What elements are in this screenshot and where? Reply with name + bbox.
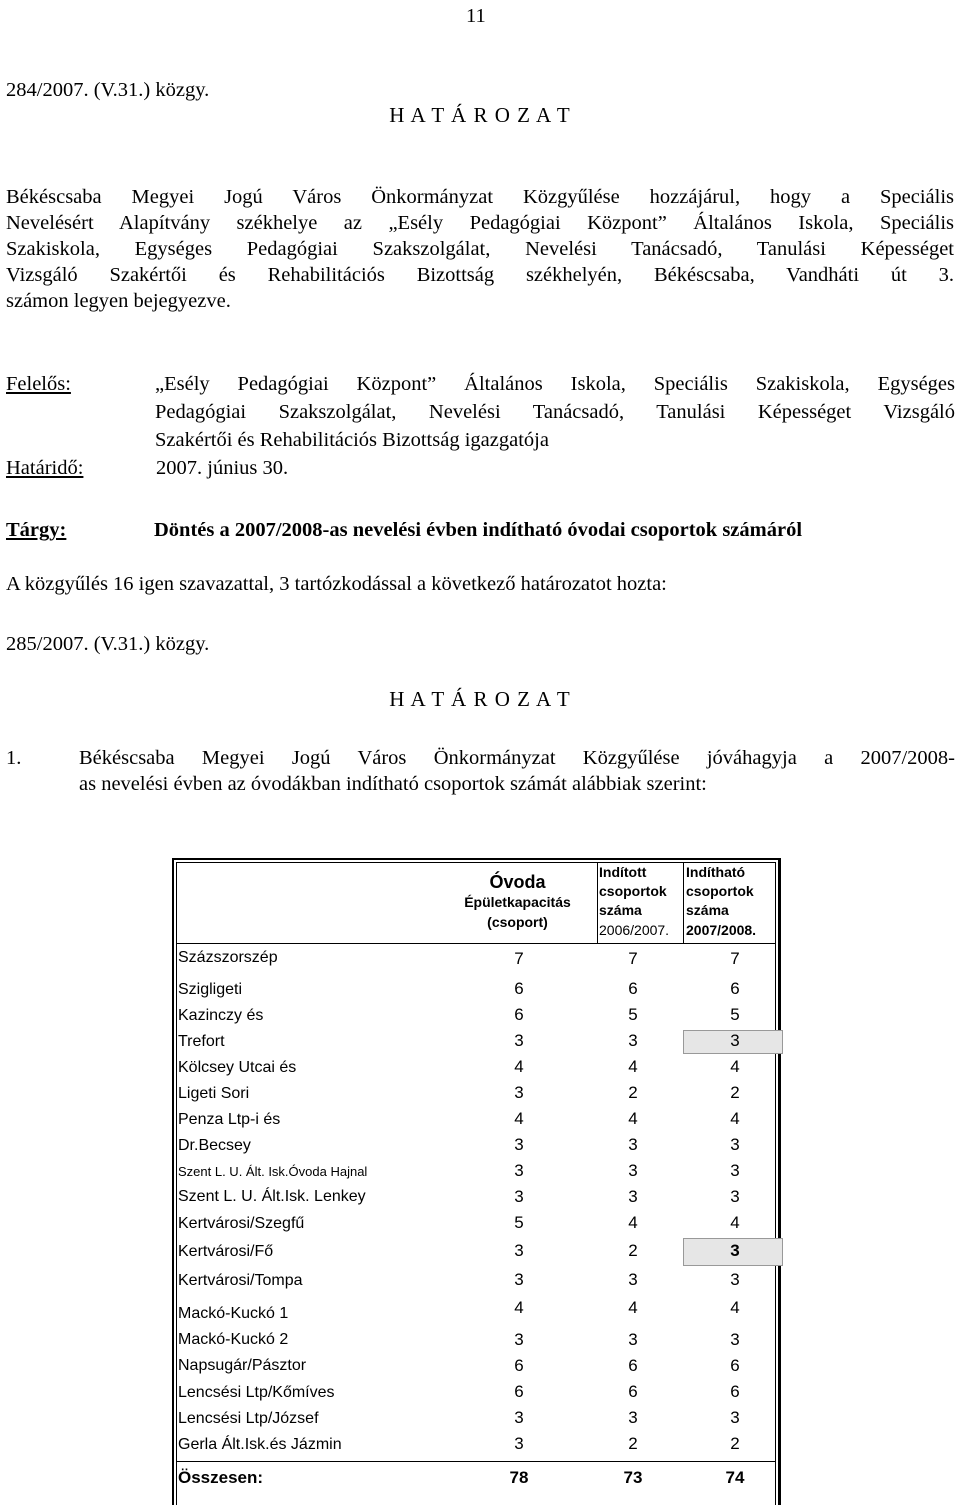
row-capacity: 5 [514,1213,524,1232]
row-prev: 7 [628,949,638,968]
row-capacity: 3 [514,1270,524,1289]
row-next: 3 [730,1408,740,1427]
row-next: 3 [730,1270,740,1289]
table-header-divider-1 [597,862,598,944]
subject-label: Tárgy: [6,519,67,541]
table-header-next-4: 2007/2008. [686,922,757,938]
row-next: 3 [730,1161,740,1180]
row-capacity: 3 [514,1083,524,1102]
row-name: Trefort [178,1033,225,1050]
item-line-2: as nevelési évben az óvodákban indítható csoportok számát alábbiak szerint: [79,773,707,795]
row-name: Százszorszép [178,949,278,966]
row-capacity: 7 [514,949,524,968]
row-next: 4 [730,1213,740,1232]
row-name: Lencsési Ltp/Kőmíves [178,1384,335,1401]
total-label: Összesen: [178,1468,264,1487]
row-next: 2 [730,1434,740,1453]
row-prev: 2 [628,1241,638,1260]
row-prev: 5 [628,1005,638,1024]
table-header-next-1: Indítható [686,864,746,880]
row-prev: 6 [628,979,638,998]
row-capacity: 6 [514,1005,524,1024]
row-name: Kazinczy és [178,1007,264,1024]
deadline-value: 2007. június 30. [156,457,289,479]
responsible-line-1: „Esély Pedagógiai Központ” Általános Iskola, Speciális Szakiskola, Egységes [155,373,955,395]
row-capacity: 4 [514,1298,524,1317]
table-header-prev-2: csoportok [599,883,667,899]
row-capacity: 3 [514,1187,524,1206]
table-total-rule [176,1461,776,1462]
row-prev: 6 [628,1382,638,1401]
row-capacity: 3 [514,1241,524,1260]
resolution-284-line-3: Szakiskola, Egységes Pedagógiai Szakszolgálat, Nevelési Tanácsadó, Tanulási Képességet [6,238,954,260]
row-prev: 3 [628,1330,638,1349]
row-next: 3 [730,1135,740,1154]
row-prev: 3 [628,1031,638,1050]
table-header-prev-1: Indított [599,864,647,880]
row-prev: 4 [628,1298,638,1317]
row-name: Gerla Ált.Isk.és Jázmin [178,1436,342,1453]
row-prev: 3 [628,1187,638,1206]
row-name: Lencsési Ltp/József [178,1410,319,1427]
deadline-label: Határidő: [6,457,84,479]
row-name: Napsugár/Pásztor [178,1357,307,1374]
total-prev: 73 [623,1468,643,1487]
table-header-next-2: csoportok [686,883,754,899]
row-prev: 2 [628,1083,638,1102]
row-next: 3 [730,1241,740,1260]
row-name: Mackó-Kuckó 1 [178,1305,289,1322]
row-name: Penza Ltp-i és [178,1111,281,1128]
row-name: Kölcsey Utcai és [178,1059,297,1076]
row-capacity: 6 [514,1356,524,1375]
row-prev: 3 [628,1135,638,1154]
row-next: 3 [730,1330,740,1349]
row-next: 3 [730,1031,740,1050]
resolution-284-line-1: Békéscsaba Megyei Jogú Város Önkormányzat Közgyűlése hozzájárul, hogy a Speciális [6,186,954,208]
row-capacity: 6 [514,1382,524,1401]
row-next: 4 [730,1057,740,1076]
table-header-ovoda: Óvoda [489,872,546,892]
responsible-label: Felelős: [6,373,71,395]
responsible-line-2: Pedagógiai Szakszolgálat, Nevelési Tanácsadó, Tanulási Képességet Vizsgáló [155,401,955,423]
row-prev: 2 [628,1434,638,1453]
row-prev: 3 [628,1270,638,1289]
table-header-divider-2 [683,862,684,944]
row-capacity: 6 [514,979,524,998]
row-next: 7 [730,949,740,968]
row-name: Kertvárosi/Fő [178,1243,274,1260]
row-capacity: 3 [514,1135,524,1154]
resolution-285-number: 285/2007. (V.31.) közgy. [6,633,210,655]
total-next: 74 [725,1468,745,1487]
row-capacity: 3 [514,1161,524,1180]
subject-text: Döntés a 2007/2008-as nevelési évben indítható óvodai csoportok számáról [154,519,803,541]
row-name: Dr.Becsey [178,1137,251,1154]
row-next: 6 [730,979,740,998]
table-header-capacity-1: Épületkapacitás [464,894,571,910]
table-header-capacity-2: (csoport) [487,914,548,930]
row-prev: 4 [628,1057,638,1076]
row-name: Ligeti Sori [178,1085,250,1102]
total-capacity: 78 [509,1468,529,1487]
row-next: 3 [730,1187,740,1206]
row-prev: 4 [628,1213,638,1232]
item-number: 1. [6,747,22,769]
row-next: 2 [730,1083,740,1102]
resolution-284-number: 284/2007. (V.31.) közgy. [6,79,210,101]
row-prev: 4 [628,1109,638,1128]
table-header-prev-3: száma [599,902,642,918]
resolution-284-line-4: Vizsgáló Szakértői és Rehabilitációs Bizottság székhelyén, Békéscsaba, Vandháti út 3. [6,264,954,286]
row-name: Kertvárosi/Szegfű [178,1215,305,1232]
resolution-284-line-2: Nevelésért Alapítvány székhelye az „Esély Pedagógiai Központ” Általános Iskola, Speciális [6,212,954,234]
page-number: 11 [466,5,486,27]
row-capacity: 3 [514,1031,524,1050]
row-next: 5 [730,1005,740,1024]
row-next: 4 [730,1109,740,1128]
row-next: 6 [730,1382,740,1401]
row-name: Szent L. U. Ált. Isk.Óvoda Hajnal [178,1164,368,1179]
row-prev: 3 [628,1408,638,1427]
row-capacity: 4 [514,1109,524,1128]
resolution-285-heading: H A T Á R O Z A T [389,687,571,711]
vote-text: A közgyűlés 16 igen szavazattal, 3 tartózkodással a következő határozatot hozta: [6,573,667,595]
row-name: Szent L. U. Ált.Isk. Lenkey [178,1188,366,1205]
row-next: 6 [730,1356,740,1375]
table-header-bottom-rule [176,943,776,944]
row-prev: 6 [628,1356,638,1375]
responsible-line-3: Szakértői és Rehabilitációs Bizottság igazgatója [155,429,549,451]
row-name: Kertvárosi/Tompa [178,1272,303,1289]
resolution-284-line-5: számon legyen bejegyezve. [6,290,231,312]
row-prev: 3 [628,1161,638,1180]
row-capacity: 3 [514,1330,524,1349]
row-capacity: 4 [514,1057,524,1076]
table-header-prev-4: 2006/2007. [599,922,670,938]
row-capacity: 3 [514,1434,524,1453]
row-capacity: 3 [514,1408,524,1427]
row-name: Szigligeti [178,981,243,998]
row-name: Mackó-Kuckó 2 [178,1331,289,1348]
item-line-1: Békéscsaba Megyei Jogú Város Önkormányzat Közgyűlése jóváhagyja a 2007/2008- [79,747,955,769]
table-header-next-3: száma [686,902,729,918]
row-next: 4 [730,1298,740,1317]
resolution-284-heading: H A T Á R O Z A T [389,103,571,127]
